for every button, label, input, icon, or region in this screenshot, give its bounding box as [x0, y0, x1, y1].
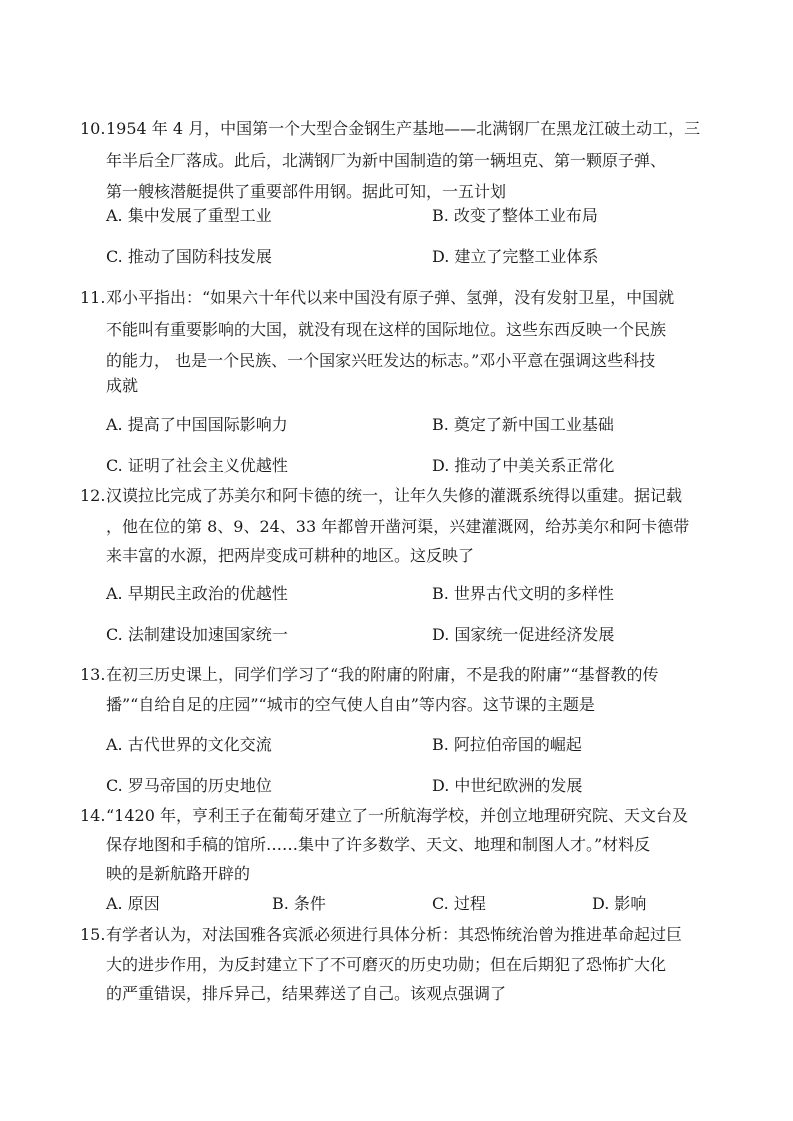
option-d[interactable]: D. 建立了完整工业体系 [432, 247, 599, 266]
question-text-line: 来丰富的水源，把两岸变成可耕种的地区。这反映了 [106, 546, 475, 565]
question-text-line: 有学者认为，对法国雅各宾派必须进行具体分析：其恐怖统治曾为推进革命起过巨 [106, 925, 683, 944]
option-d[interactable]: D. 中世纪欧洲的发展 [432, 776, 583, 795]
question-text-line: 不能叫有重要影响的大国，就没有现在这样的国际地位。这些东西反映一个民族 [106, 320, 667, 339]
question-text-line: 的严重错误，排斥异己，结果葬送了自己。该观点强调了 [106, 984, 507, 1003]
question-number: 15. [80, 925, 106, 944]
option-b[interactable]: B. 改变了整体工业布局 [432, 206, 598, 225]
question-text-line: 保存地图和手稿的馆所……集中了许多数学、天文、地理和制图人才。”材料反 [106, 835, 651, 854]
question-text-line: 播”“自给自足的庄园”“城市的空气使人自由”等内容。这节课的主题是 [106, 695, 595, 714]
option-a[interactable]: A. 集中发展了重型工业 [106, 206, 272, 225]
question-text-line: 的能力， 也是一个民族、一个国家兴旺发达的标志。”邓小平意在强调这些科技 [106, 351, 656, 370]
question-text-line: 1954 年 4 月，中国第一个大型合金钢生产基地——北满钢厂在黑龙江破土动工，三 [106, 119, 701, 138]
question-text-line: 映的是新航路开辟的 [106, 864, 251, 883]
option-b[interactable]: B. 阿拉伯帝国的崛起 [432, 735, 582, 754]
question-text-line: 成就 [106, 376, 139, 395]
option-c[interactable]: C. 证明了社会主义优越性 [106, 456, 288, 475]
option-c[interactable]: C. 法制建设加速国家统一 [106, 625, 288, 644]
question-number: 11. [80, 288, 106, 307]
option-b[interactable]: B. 世界古代文明的多样性 [432, 584, 614, 603]
question-text-line: 邓小平指出：“如果六十年代以来中国没有原子弹、氢弹，没有发射卫星，中国就 [106, 288, 675, 307]
question-text-line: 在初三历史课上，同学们学习了“我的附庸的附庸，不是我的附庸”“基督教的传 [106, 665, 659, 684]
option-d[interactable]: D. 国家统一促进经济发展 [432, 625, 615, 644]
option-a[interactable]: A. 古代世界的文化交流 [106, 735, 272, 754]
option-a[interactable]: A. 原因 [106, 894, 160, 913]
question-text-line: “1420 年，亨利王子在葡萄牙建立了一所航海学校，并创立地理研究院、天文台及 [106, 806, 688, 825]
option-c[interactable]: C. 推动了国防科技发展 [106, 247, 272, 266]
option-b[interactable]: B. 条件 [272, 894, 326, 913]
question-text-line: 汉谟拉比完成了苏美尔和阿卡德的统一，让年久失修的灌溉系统得以重建。据记载 [106, 486, 683, 505]
option-d[interactable]: D. 影响 [592, 894, 647, 913]
question-text-line: 大的进步作用，为反封建立下了不可磨灭的历史功勋；但在后期犯了恐怖扩大化 [106, 955, 667, 974]
option-c[interactable]: C. 过程 [432, 894, 486, 913]
question-number: 14. [80, 806, 106, 825]
question-number: 12. [80, 486, 106, 505]
question-number: 13. [80, 665, 106, 684]
question-text-line: 年半后全厂落成。此后，北满钢厂为新中国制造的第一辆坦克、第一颗原子弹、 [106, 151, 667, 170]
question-text-line: ，他在位的第 8、9、24、33 年都曾开凿河渠，兴建灌溉网，给苏美尔和阿卡德带 [106, 517, 690, 536]
question-number: 10. [80, 119, 106, 138]
question-text-line: 第一艘核潜艇提供了重要部件用钢。据此可知，一五计划 [106, 182, 507, 201]
option-c[interactable]: C. 罗马帝国的历史地位 [106, 776, 272, 795]
option-d[interactable]: D. 推动了中美关系正常化 [432, 456, 615, 475]
option-a[interactable]: A. 早期民主政治的优越性 [106, 584, 288, 603]
option-b[interactable]: B. 奠定了新中国工业基础 [432, 415, 614, 434]
option-a[interactable]: A. 提高了中国国际影响力 [106, 415, 288, 434]
